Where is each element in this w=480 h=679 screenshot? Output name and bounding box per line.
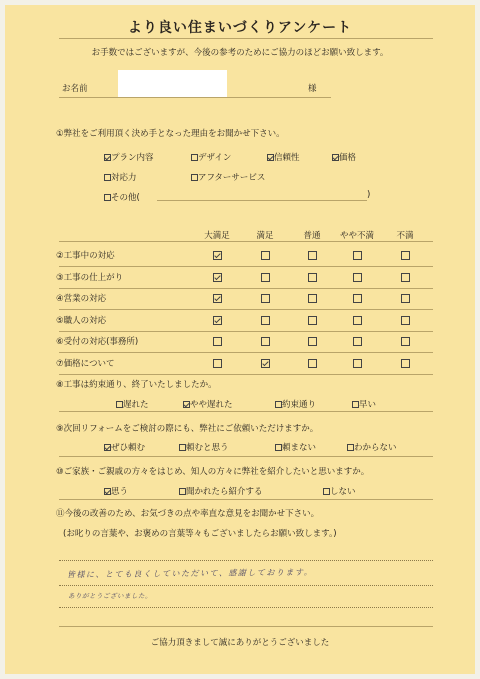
q10-checkbox[interactable] (179, 488, 186, 495)
q11-answer-line1: 皆様に、とても良くしていただいて、感謝しております。 (66, 567, 314, 580)
q1-checkbox[interactable] (191, 154, 198, 161)
q9-rule (59, 456, 433, 457)
footer-rule (59, 626, 433, 627)
rating-row-label: ⑦価格について (56, 358, 115, 369)
rating-column-header: 大満足 (204, 231, 230, 241)
rating-row-label: ②工事中の対応 (56, 251, 115, 261)
rating-checkbox[interactable] (401, 251, 410, 260)
rating-checkbox[interactable] (308, 337, 317, 346)
q1-option-6[interactable] (104, 191, 140, 203)
answer-line-3 (59, 607, 433, 608)
q1-option-0[interactable] (104, 151, 154, 163)
q10-option-label: しない (330, 487, 356, 497)
q1-option-label: その他( (111, 193, 140, 203)
q1-checkbox[interactable] (104, 194, 111, 201)
rating-column-header: 普通 (303, 231, 321, 241)
rating-checkbox[interactable] (213, 316, 222, 325)
q8-rule (59, 411, 433, 412)
q1-option-label: プラン内容 (111, 153, 154, 163)
title-rule (59, 38, 433, 39)
q8-question: ⑧工事は約束通り、終了いたしましたか。 (56, 380, 217, 390)
rating-checkbox[interactable] (261, 251, 270, 260)
rating-column-header: やや不満 (339, 231, 374, 241)
q1-option-label: 対応力 (111, 173, 137, 183)
q1-question: ①弊社をご利用頂く決め手となった理由をお聞かせ下さい。 (56, 129, 285, 139)
q1-option-5[interactable] (191, 171, 265, 183)
q9-option-3[interactable] (347, 441, 397, 453)
q9-checkbox[interactable] (104, 444, 111, 451)
q9-option-label: わからない (354, 443, 397, 453)
q1-other-close: ) (367, 190, 371, 200)
rating-checkbox[interactable] (401, 273, 410, 282)
q1-option-4[interactable] (104, 171, 137, 183)
q8-option-label: 遅れた (123, 400, 149, 410)
rating-checkbox[interactable] (213, 337, 222, 346)
q11-note: (お叱りの言葉や、お褒めの言葉等々もございましたらお願い致します。) (63, 529, 337, 539)
q8-option-label: 早い (359, 400, 377, 410)
q10-option-0[interactable] (104, 485, 128, 497)
q8-option-2[interactable] (275, 398, 316, 410)
rating-checkbox[interactable] (308, 359, 317, 368)
name-suffix: 様 (308, 84, 317, 94)
rating-checkbox[interactable] (308, 273, 317, 282)
rating-checkbox[interactable] (261, 273, 270, 282)
q1-option-label: アフターサービス (198, 173, 266, 183)
survey-sheet (5, 5, 475, 674)
q9-checkbox[interactable] (275, 444, 282, 451)
q8-checkbox[interactable] (116, 401, 123, 408)
q1-checkbox[interactable] (332, 154, 339, 161)
rating-checkbox[interactable] (353, 337, 362, 346)
q8-checkbox[interactable] (183, 401, 190, 408)
rating-column-header: 不満 (396, 231, 414, 241)
q1-checkbox[interactable] (104, 174, 111, 181)
rating-row-rule (59, 374, 433, 375)
rating-checkbox[interactable] (353, 273, 362, 282)
q1-option-label: 価格 (339, 153, 357, 163)
q1-checkbox[interactable] (267, 154, 274, 161)
rating-checkbox[interactable] (401, 359, 410, 368)
rating-checkbox[interactable] (261, 337, 270, 346)
q8-option-1[interactable] (183, 398, 233, 410)
rating-row-rule (59, 352, 433, 353)
rating-row-rule (59, 288, 433, 289)
rating-checkbox[interactable] (261, 294, 270, 303)
rating-row-label: ③工事の仕上がり (56, 272, 124, 283)
q8-checkbox[interactable] (275, 401, 282, 408)
rating-checkbox[interactable] (308, 316, 317, 325)
q8-option-label: やや遅れた (190, 400, 233, 410)
q9-checkbox[interactable] (179, 444, 186, 451)
rating-checkbox[interactable] (353, 359, 362, 368)
q10-question: ⑩ご家族・ご親戚の方々をはじめ、知人の方々に弊社を紹介したいと思いますか。 (56, 467, 370, 477)
q8-checkbox[interactable] (352, 401, 359, 408)
q1-other-underline (157, 200, 367, 201)
rating-checkbox[interactable] (401, 294, 410, 303)
rating-column-header: 満足 (256, 231, 274, 241)
rating-top-rule (59, 241, 433, 242)
name-underline (59, 97, 331, 98)
q10-checkbox[interactable] (323, 488, 330, 495)
q1-option-3[interactable] (332, 151, 356, 163)
rating-checkbox[interactable] (213, 251, 222, 260)
q1-checkbox[interactable] (104, 154, 111, 161)
rating-row-label: ⑥受付の対応(事務所) (56, 337, 139, 347)
q9-option-label: 頼まない (282, 443, 317, 453)
rating-checkbox[interactable] (353, 294, 362, 303)
rating-checkbox[interactable] (261, 359, 270, 368)
rating-checkbox[interactable] (353, 316, 362, 325)
q10-option-2[interactable] (323, 485, 356, 497)
page-title: より良い住まいづくりアンケート (127, 20, 353, 36)
name-label: お名前 (62, 84, 88, 94)
q10-checkbox[interactable] (104, 488, 111, 495)
q10-option-1[interactable] (179, 485, 263, 497)
rating-checkbox[interactable] (308, 251, 317, 260)
rating-checkbox[interactable] (308, 294, 317, 303)
q9-option-label: ぜひ頼む (111, 443, 146, 453)
q1-option-1[interactable] (191, 151, 231, 163)
q10-option-label: 思う (111, 487, 129, 497)
name-redacted-field[interactable] (118, 70, 227, 97)
rating-checkbox[interactable] (401, 316, 410, 325)
q10-rule (59, 499, 433, 500)
q9-checkbox[interactable] (347, 444, 354, 451)
answer-line-1 (59, 560, 433, 561)
rating-checkbox[interactable] (261, 316, 270, 325)
rating-row-rule (59, 331, 433, 332)
rating-row-rule (59, 266, 433, 267)
rating-checkbox[interactable] (401, 337, 410, 346)
q1-checkbox[interactable] (191, 174, 198, 181)
q1-option-label: 信頼性 (274, 153, 300, 163)
rating-row-rule (59, 309, 433, 310)
rating-checkbox[interactable] (213, 359, 222, 368)
q9-option-label: 頼むと思う (186, 443, 229, 453)
footer-thanks: ご協力頂きまして誠にありがとうございました (150, 638, 330, 648)
rating-checkbox[interactable] (353, 251, 362, 260)
q8-option-label: 約束通り (282, 400, 317, 410)
q9-question: ⑨次回リフォームをご検討の際にも、弊社にご依頼いただけますか。 (56, 424, 319, 434)
q9-option-2[interactable] (275, 441, 316, 453)
q11-answer-line2: ありがとうございました。 (68, 592, 152, 600)
rating-checkbox[interactable] (213, 273, 222, 282)
q8-option-0[interactable] (116, 398, 149, 410)
q1-option-2[interactable] (267, 151, 300, 163)
rating-checkbox[interactable] (213, 294, 222, 303)
q1-option-label: デザイン (198, 153, 232, 163)
q10-option-label: 聞かれたら紹介する (186, 487, 263, 497)
answer-line-2 (59, 585, 433, 586)
q9-option-0[interactable] (104, 441, 145, 453)
q8-option-3[interactable] (352, 398, 376, 410)
rating-row-label: ⑤職人の対応 (56, 315, 107, 326)
q9-option-1[interactable] (179, 441, 229, 453)
q11-question: ⑪今後の改善のため、お気づきの点や率直な意見をお聞かせ下さい。 (56, 509, 320, 519)
intro-text: お手数ではございますが、今後の参考のためにご協力のほどお願い致します。 (91, 48, 389, 58)
rating-row-label: ④営業の対応 (56, 294, 107, 304)
